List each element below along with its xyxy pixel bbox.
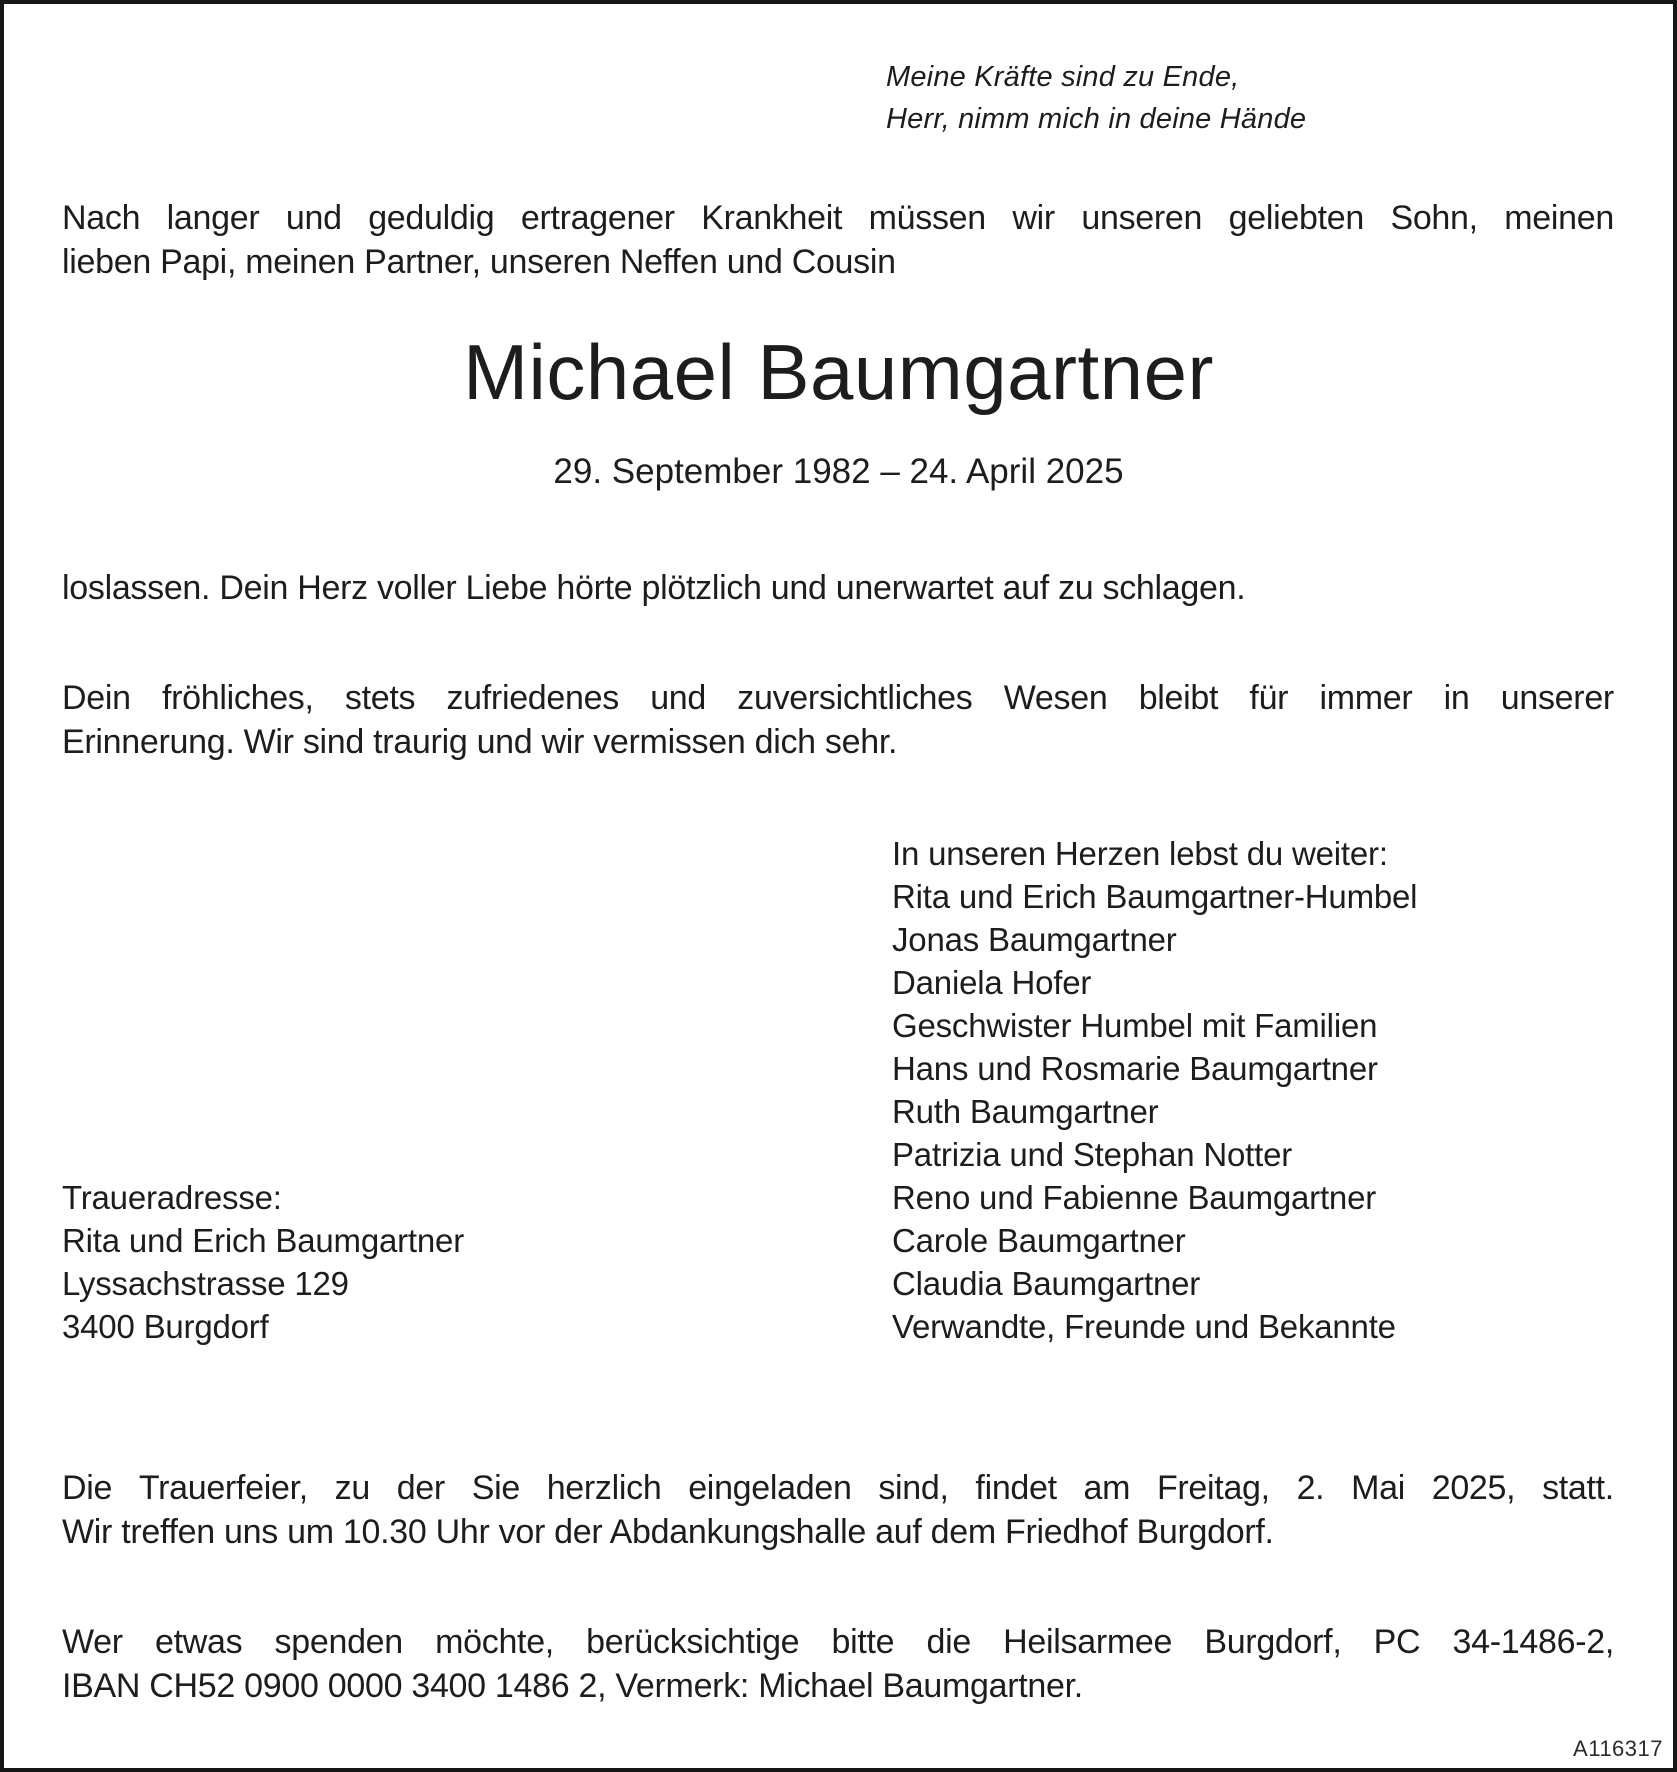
word: ertragener <box>520 199 675 237</box>
deceased-name: Michael Baumgartner <box>463 328 1214 416</box>
funeral-paragraph <box>62 1466 1614 1554</box>
epigraph-verse <box>886 56 1306 140</box>
word: Burgdorf, <box>1204 1623 1342 1661</box>
word: und <box>285 199 342 237</box>
memory-paragraph <box>62 676 1614 764</box>
word: unserer <box>1500 679 1614 717</box>
word: findet <box>975 1469 1057 1507</box>
word: zufriedenes <box>446 679 619 717</box>
word: Sie <box>471 1469 520 1507</box>
word: Krankheit <box>701 199 843 237</box>
text-line: lieben Papi, meinen Partner, unseren Neffen und Cousin <box>62 243 896 281</box>
mourning-address-lines <box>62 1219 464 1348</box>
text-line: Carole Baumgartner <box>892 1222 1186 1259</box>
word: zu <box>334 1469 370 1507</box>
word: stets <box>344 679 416 717</box>
word: zuversichtliches <box>737 679 973 717</box>
text-line <box>62 1466 1614 1510</box>
word: sind, <box>878 1469 949 1507</box>
word: 34-1486-2, <box>1452 1623 1614 1661</box>
word: und <box>650 679 707 717</box>
text-line: Ruth Baumgartner <box>892 1093 1159 1130</box>
text-line: In unseren Herzen lebst du weiter: <box>892 835 1388 872</box>
word: Wer <box>62 1623 123 1661</box>
text-line: Hans und Rosmarie Baumgartner <box>892 1050 1378 1087</box>
text-line: Rita und Erich Baumgartner <box>62 1222 464 1259</box>
mourning-address-label: Traueradresse: <box>62 1179 282 1216</box>
text-line: Meine Kräfte sind zu Ende, <box>886 61 1240 93</box>
family-section <box>62 832 1614 1356</box>
word: Sohn, <box>1390 199 1478 237</box>
word: bitte <box>831 1623 895 1661</box>
word: etwas <box>155 1623 243 1661</box>
word: Trauerfeier, <box>138 1469 308 1507</box>
word: am <box>1083 1469 1131 1507</box>
text-line: loslassen. Dein Herz voller Liebe hörte plötzlich und unerwartet auf zu schlagen. <box>62 569 1246 607</box>
reference-code: A116317 <box>1573 1736 1663 1761</box>
donation-paragraph <box>62 1620 1614 1708</box>
text-line: Jonas Baumgartner <box>892 921 1177 958</box>
text-line: Rita und Erich Baumgartner-Humbel <box>892 878 1418 915</box>
word: Die <box>62 1469 113 1507</box>
text-line: Herr, nimm mich in deine Hände <box>886 103 1307 135</box>
announcement-paragraph <box>62 196 1614 284</box>
text-line <box>62 196 1614 240</box>
word: eingeladen <box>688 1469 852 1507</box>
text-line <box>62 1620 1614 1664</box>
text-line: Patrizia und Stephan Notter <box>892 1136 1293 1173</box>
word: fröhliches, <box>161 679 314 717</box>
word: der <box>396 1469 445 1507</box>
text-line: Verwandte, Freunde und Bekannte <box>892 1308 1396 1345</box>
mourning-address <box>62 1176 464 1348</box>
word: Mai <box>1351 1469 1405 1507</box>
word: langer <box>166 199 260 237</box>
word: geliebten <box>1228 199 1364 237</box>
word: 2025, <box>1431 1469 1516 1507</box>
word: möchte, <box>435 1623 554 1661</box>
word: unseren <box>1081 199 1203 237</box>
word: herzlich <box>546 1469 662 1507</box>
word: in <box>1443 679 1470 717</box>
word: Nach <box>62 199 141 237</box>
word: 2. <box>1296 1469 1325 1507</box>
word: für <box>1249 679 1289 717</box>
word: immer <box>1319 679 1413 717</box>
word: berücksichtige <box>586 1623 800 1661</box>
word: Wesen <box>1003 679 1108 717</box>
word: geduldig <box>368 199 495 237</box>
text-line: IBAN CH52 0900 0000 3400 1486 2, Vermerk: Michael Baumgartner. <box>62 1667 1083 1705</box>
survivors-list <box>892 832 1417 1348</box>
word: PC <box>1373 1623 1421 1661</box>
word: wir <box>1012 199 1055 237</box>
word: spenden <box>274 1623 403 1661</box>
word: Freitag, <box>1156 1469 1270 1507</box>
life-dates: 29. September 1982 – 24. April 2025 <box>553 452 1124 491</box>
word: Dein <box>62 679 131 717</box>
word: bleibt <box>1138 679 1219 717</box>
word: statt. <box>1542 1469 1614 1507</box>
text-line: Reno und Fabienne Baumgartner <box>892 1179 1377 1216</box>
word: müssen <box>868 199 986 237</box>
text-line: Geschwister Humbel mit Familien <box>892 1007 1378 1044</box>
text-line: Wir treffen uns um 10.30 Uhr vor der Abdankungshalle auf dem Friedhof Burgdorf. <box>62 1513 1274 1551</box>
text-line: Erinnerung. Wir sind traurig und wir vermissen dich sehr. <box>62 723 898 761</box>
text-line <box>62 676 1614 720</box>
text-line: Lyssachstrasse 129 <box>62 1265 349 1302</box>
word: meinen <box>1504 199 1614 237</box>
word: die <box>926 1623 971 1661</box>
text-line: Daniela Hofer <box>892 964 1092 1001</box>
word: Heilsarmee <box>1003 1623 1173 1661</box>
text-line: Claudia Baumgartner <box>892 1265 1201 1302</box>
text-line: 3400 Burgdorf <box>62 1308 269 1345</box>
farewell-paragraph <box>62 566 1614 610</box>
